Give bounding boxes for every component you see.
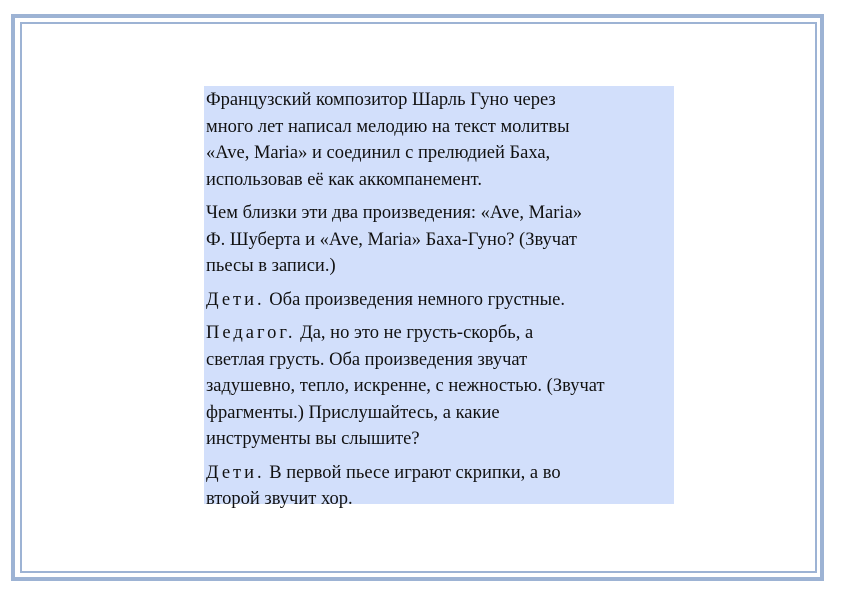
text-line: инструменты вы слышите? (206, 429, 420, 449)
paragraph-children-answer-2 (206, 460, 674, 513)
text-line: Французский композитор Шарль Гуно через (206, 90, 556, 110)
text-line: Оба произведения немного грустные. (264, 289, 565, 310)
text-line: В первой пьесе играют скрипки, а во (264, 462, 561, 483)
text-line: Да, но это не грусть-скорбь, а (295, 323, 534, 343)
text-line: светлая грусть. Оба произведения звучат (206, 349, 528, 370)
text-box (204, 86, 674, 509)
text-line: пьесы в записи.) (206, 256, 336, 276)
text-line: Ф. Шуберта и «Ave, Maria» Баха-Гуно? (Звучат (206, 229, 577, 250)
speaker-label: Дети. (206, 289, 265, 310)
text-line: фрагменты.) Прислушайтесь, а какие (206, 402, 500, 423)
paragraph-intro (206, 87, 674, 193)
speaker-label: Педагог. (206, 323, 296, 343)
paragraph-children-answer-1 (206, 287, 674, 314)
text-line: Чем близки эти два произведения: «Ave, Maria» (206, 203, 583, 223)
text-line: использовав её как аккомпанемент. (206, 169, 482, 190)
text-line: «Ave, Maria» и соединил с прелюдией Баха, (206, 143, 551, 163)
paragraph-question (206, 200, 674, 280)
text-line: задушевно, тепло, искренне, с нежностью. (Звучат (206, 376, 605, 396)
paragraph-teacher (206, 320, 674, 453)
text-line: второй звучит хор. (206, 489, 353, 509)
text-line: много лет написал мелодию на текст молитвы (206, 116, 570, 137)
speaker-label: Дети. (206, 462, 265, 483)
